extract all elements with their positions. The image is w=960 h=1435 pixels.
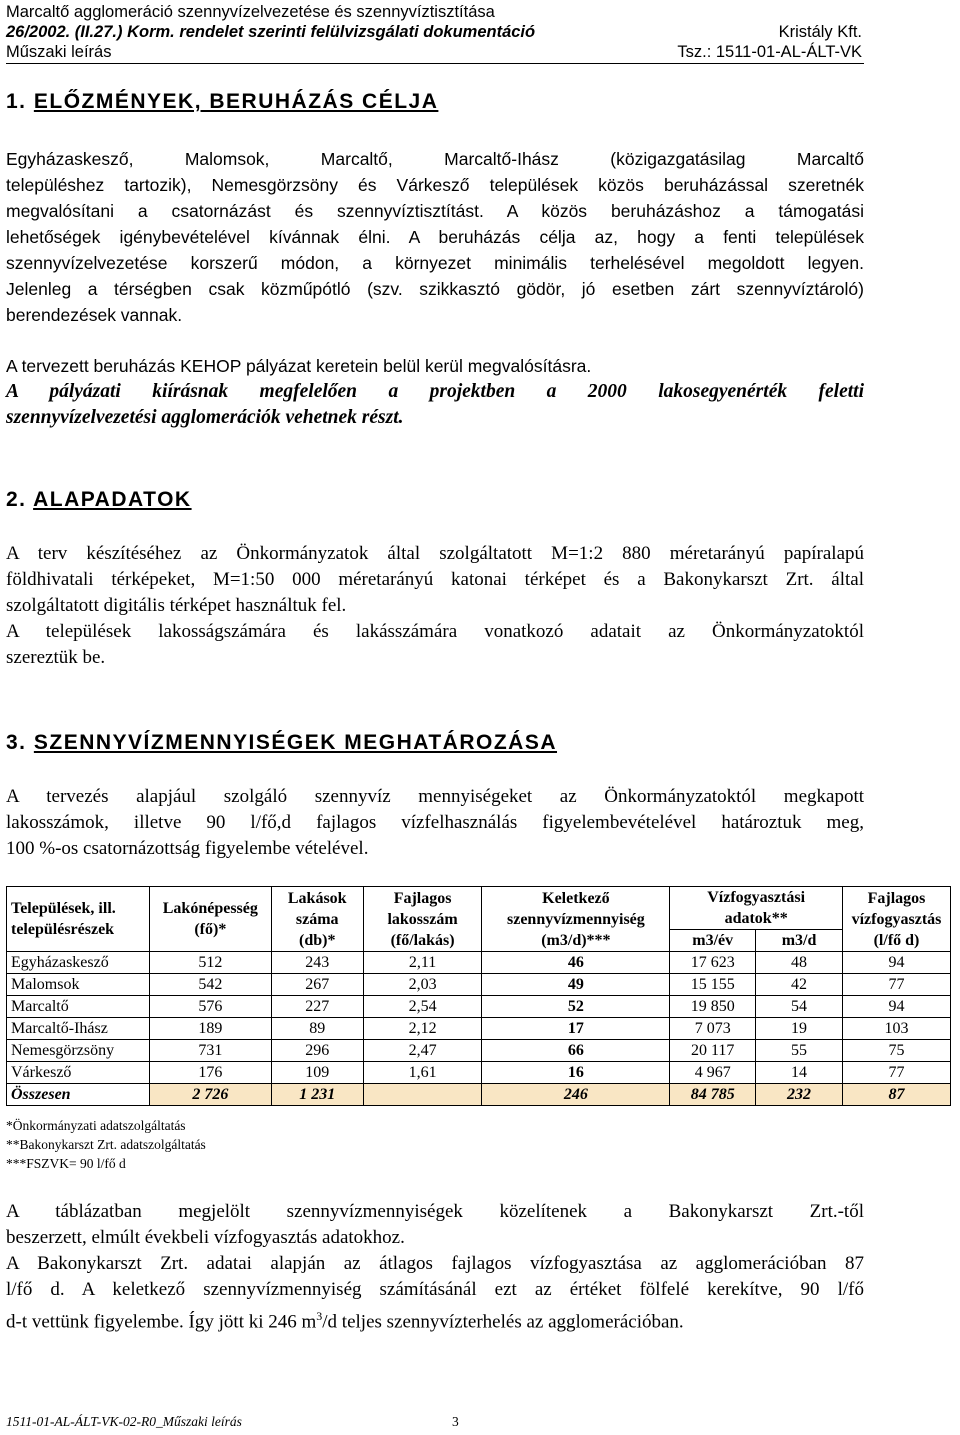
column-header-wastewater: Keletkező szennyvízmennyiség (m3/d)*** [482, 887, 670, 952]
cell-water-day: 55 [756, 1040, 843, 1062]
cell-population: 2 726 [149, 1084, 271, 1106]
cell-wastewater: 246 [482, 1084, 670, 1106]
text-line: A táblázatban megjelölt szennyvízmennyiségek közelítenek a Bakonykarszt Zrt.-től [6, 1201, 864, 1222]
section-3-heading [6, 731, 557, 755]
text-line: A tervezett beruházás KEHOP pályázat keretein belül kerül megvalósításra. [6, 356, 592, 376]
cell-wastewater: 52 [482, 996, 670, 1018]
text-line: szennyvízelvezetési agglomerációk vehetnek részt. [6, 407, 404, 428]
cell-water-year: 19 850 [670, 996, 756, 1018]
cell-specific-population: 2,11 [363, 952, 482, 974]
section-number: 1. [6, 90, 27, 113]
cell-wastewater: 46 [482, 952, 670, 974]
text-line: l/fő d. A keletkező szennyvízmennyiség számításánál ezt az értéket fölfelé kerekítve, 90 l/fő [6, 1279, 864, 1300]
text-line: szolgáltatott digitális térképet használtuk fel. [6, 595, 347, 616]
text-line: berendezések vannak. [6, 305, 183, 325]
text-line: településhez tartozik), Nemesgörzsöny és Várkesző települések közös beruházással szeretnék [6, 175, 864, 195]
cell-specific-water: 75 [842, 1040, 950, 1062]
column-header-water-day: m3/d [756, 930, 843, 952]
text-line: A Bakonykarszt Zrt. adatai alapján az átlagos fajlagos vízfogyasztása az agglomerációban 87 [6, 1253, 864, 1274]
cell-wastewater: 66 [482, 1040, 670, 1062]
cell-specific-population: 2,47 [363, 1040, 482, 1062]
cell-dwellings: 89 [271, 1018, 363, 1040]
cell-settlement: Marcaltő-Ihász [7, 1018, 150, 1040]
cell-dwellings: 296 [271, 1040, 363, 1062]
footnote: *Önkormányzati adatszolgáltatás [6, 1118, 186, 1133]
header-divider [6, 63, 864, 64]
cell-water-day: 14 [756, 1062, 843, 1084]
column-header-population: Lakónépesség (fő)* [149, 887, 271, 952]
section-1-paragraph-3 [6, 379, 864, 431]
cell-specific-population: 2,54 [363, 996, 482, 1018]
cell-water-year: 84 785 [670, 1084, 756, 1106]
table-row [7, 1018, 951, 1040]
table-footnotes [6, 1116, 206, 1173]
header-project-title: Marcaltő agglomeráció szennyvízelvezetése és szennyvíztisztítása [6, 3, 495, 21]
cell-water-day: 232 [756, 1084, 843, 1106]
cell-settlement: Összesen [7, 1084, 150, 1106]
header-row-3 [6, 42, 862, 62]
cell-specific-population [363, 1084, 482, 1106]
cell-specific-water: 103 [842, 1018, 950, 1040]
cell-dwellings: 1 231 [271, 1084, 363, 1106]
text-line: lakosszámok, illetve 90 l/fő,d fajlagos vízfelhasználás figyelembevételével határoztuk meg, [6, 812, 864, 833]
cell-specific-water: 77 [842, 1062, 950, 1084]
header-row-2 [6, 22, 862, 42]
superscript: 3 [316, 1309, 323, 1323]
cell-water-day: 42 [756, 974, 843, 996]
text-line: beszerzett, elmúlt évekbeli vízfogyasztás adatokhoz. [6, 1227, 405, 1248]
page-footer [6, 1414, 459, 1430]
page-number: 3 [452, 1414, 459, 1429]
wastewater-table [6, 886, 951, 1106]
column-header-water-consumption: Vízfogyasztási adatok** [670, 887, 843, 930]
text-line: szennyvízelvezetése korszerű módon, a környezet minimális terhelésével megoldott legyen. [6, 253, 864, 273]
after-table-paragraph-1 [6, 1199, 864, 1251]
section-3-paragraph [6, 784, 864, 862]
text-line: 100 %-os csatornázottság figyelembe vételével. [6, 838, 369, 859]
table-header-row [7, 887, 951, 930]
after-table-paragraph-2 [6, 1251, 864, 1335]
cell-specific-water: 94 [842, 996, 950, 1018]
cell-wastewater: 16 [482, 1062, 670, 1084]
cell-settlement: Várkesző [7, 1062, 150, 1084]
cell-specific-population: 2,12 [363, 1018, 482, 1040]
section-title: SZENNYVÍZMENNYISÉGEK MEGHATÁROZÁSA [33, 731, 558, 754]
text-line: A terv készítéséhez az Önkormányzatok által szolgáltatott M=1:2 880 méretarányú papíralapú [6, 543, 864, 564]
text-line: szereztük be. [6, 647, 106, 668]
cell-dwellings: 109 [271, 1062, 363, 1084]
text-fragment: d-t vettünk figyelembe. Így jött ki 246 m [6, 1311, 317, 1333]
cell-water-year: 7 073 [670, 1018, 756, 1040]
header-doc-number: Tsz.: 1511-01-AL-ÁLT-VK [677, 43, 862, 61]
cell-water-day: 48 [756, 952, 843, 974]
column-header-settlement: Települések, ill. településrészek [7, 887, 150, 952]
table-row [7, 952, 951, 974]
section-2-paragraph [6, 541, 864, 671]
cell-dwellings: 243 [271, 952, 363, 974]
cell-water-year: 4 967 [670, 1062, 756, 1084]
section-title: ELŐZMÉNYEK, BERUHÁZÁS CÉLJA [33, 90, 439, 113]
header-title [6, 2, 862, 22]
cell-settlement: Marcaltő [7, 996, 150, 1018]
cell-population: 576 [149, 996, 271, 1018]
cell-water-year: 20 117 [670, 1040, 756, 1062]
table-row [7, 1062, 951, 1084]
column-header-dwellings: Lakások száma (db)* [271, 887, 363, 952]
cell-specific-water: 94 [842, 952, 950, 974]
table-total-row [7, 1084, 951, 1106]
table-row [7, 996, 951, 1018]
column-header-specific-water: Fajlagos vízfogyasztás (l/fő d) [842, 887, 950, 952]
footer-doc-id: 1511-01-AL-ÁLT-VK-02-R0_Műszaki leírás [6, 1414, 242, 1429]
footnote: ***FSZVK= 90 l/fő d [6, 1156, 126, 1171]
section-2-heading [6, 488, 192, 512]
header-doc-type: Műszaki leírás [6, 43, 112, 61]
cell-wastewater: 17 [482, 1018, 670, 1040]
section-number: 2. [6, 488, 27, 511]
cell-wastewater: 49 [482, 974, 670, 996]
text-fragment: /d teljes szennyvízterhelés az agglomerációban. [322, 1311, 684, 1333]
header-company: Kristály Kft. [778, 23, 862, 41]
text-line: lehetőségek igénybevételével kívánnak élni. A beruházás célja az, hogy a fenti települések [6, 227, 864, 247]
cell-population: 189 [149, 1018, 271, 1040]
table-row [7, 1040, 951, 1062]
section-1-paragraph-2 [6, 353, 864, 379]
cell-dwellings: 267 [271, 974, 363, 996]
section-number: 3. [6, 731, 27, 754]
cell-settlement: Egyházaskesző [7, 952, 150, 974]
header-regulation: 26/2002. (II.27.) Korm. rendelet szerinti felülvizsgálati dokumentáció [6, 23, 536, 41]
section-1-paragraph-1 [6, 146, 864, 328]
cell-settlement: Nemesgörzsöny [7, 1040, 150, 1062]
cell-population: 731 [149, 1040, 271, 1062]
cell-water-year: 15 155 [670, 974, 756, 996]
text-line: földhivatali térképeket, M=1:50 000 méretarányú katonai térképet és a Bakonykarszt Zrt. által [6, 569, 864, 590]
cell-water-day: 19 [756, 1018, 843, 1040]
cell-specific-population: 2,03 [363, 974, 482, 996]
cell-population: 512 [149, 952, 271, 974]
cell-dwellings: 227 [271, 996, 363, 1018]
table-row [7, 974, 951, 996]
cell-settlement: Malomsok [7, 974, 150, 996]
text-line: megvalósítani a csatornázást és szennyvíztisztítást. A közös beruházáshoz a támogatási [6, 201, 864, 221]
section-title: ALAPADATOK [33, 488, 192, 511]
column-header-specific-population: Fajlagos lakosszám (fő/lakás) [363, 887, 482, 952]
text-line: Jelenleg a térségben csak közműpótló (szv. szikkasztó gödör, jó esetben zárt szennyvíztároló) [6, 279, 864, 299]
text-line: A tervezés alapjául szolgáló szennyvíz mennyiségeket az Önkormányzatoktól megkapott [6, 786, 864, 807]
cell-water-year: 17 623 [670, 952, 756, 974]
cell-water-day: 54 [756, 996, 843, 1018]
cell-specific-water: 77 [842, 974, 950, 996]
column-header-water-year: m3/év [670, 930, 756, 952]
cell-population: 542 [149, 974, 271, 996]
cell-specific-water: 87 [842, 1084, 950, 1106]
footnote: **Bakonykarszt Zrt. adatszolgáltatás [6, 1137, 206, 1152]
text-line: Egyházaskesző, Malomsok, Marcaltő, Marcaltő-Ihász (közigazgatásilag Marcaltő [6, 149, 864, 169]
text-line [6, 1303, 864, 1335]
cell-population: 176 [149, 1062, 271, 1084]
text-line: A települések lakosságszámára és lakásszámára vonatkozó adatait az Önkormányzatoktól [6, 621, 864, 642]
text-line: A pályázati kiírásnak megfelelően a projektben a 2000 lakosegyenérték feletti [6, 381, 864, 402]
cell-specific-population: 1,61 [363, 1062, 482, 1084]
section-1-heading [6, 90, 438, 114]
